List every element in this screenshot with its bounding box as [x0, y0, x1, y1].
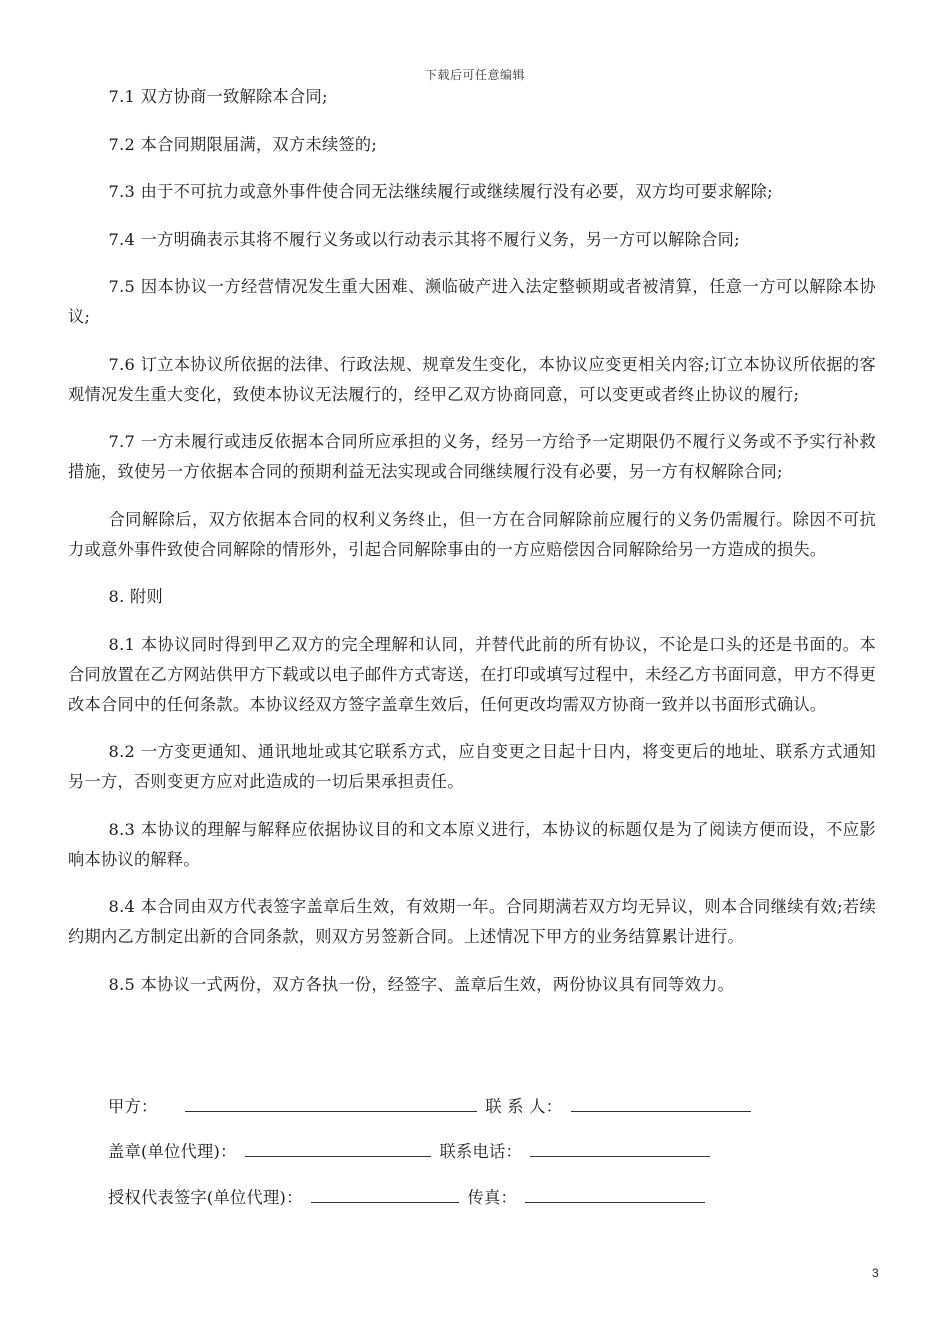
- signature-row-seal: [108, 1137, 713, 1167]
- fax-blank[interactable]: [525, 1184, 705, 1203]
- party-a-label: 甲方：: [108, 1097, 158, 1116]
- clause-7-1: 7.1 双方协商一致解除本合同;: [108, 87, 328, 106]
- phone-label: 联系电话：: [439, 1142, 522, 1161]
- page-number: 3: [872, 1266, 879, 1280]
- representative-label: 授权代表签字(单位代理)：: [108, 1188, 303, 1207]
- clause-8-1: 8.1 本协议同时得到甲乙双方的完全理解和认同，并替代此前的所有协议，不论是口头的还是书面的。本合同放置在乙方网站供甲方下载或以电子邮件方式寄送，在打印或填写过程中，未经乙方书面同意，甲方不得更改本合同中的任何条款。本协议经双方签字盖章生效后，任何更改均需双方协商一致并以书面形式确认。: [68, 634, 876, 714]
- phone-blank[interactable]: [530, 1138, 710, 1157]
- clause-7-3: 7.3 由于不可抗力或意外事件使合同无法继续履行或继续履行没有必要，双方均可要求解除;: [108, 182, 773, 201]
- party-a-blank[interactable]: [185, 1093, 477, 1112]
- clause-8-3: 8.3 本协议的理解与解释应依据协议目的和文本原义进行，本协议的标题仅是为了阅读方便而设，不应影响本协议的解释。: [68, 819, 876, 869]
- seal-blank[interactable]: [245, 1138, 431, 1157]
- representative-blank[interactable]: [311, 1184, 459, 1203]
- contact-person-blank[interactable]: [571, 1093, 751, 1112]
- clause-8-2: 8.2 一方变更通知、通讯地址或其它联系方式，应自变更之日起十日内，将变更后的地址、联系方式通知另一方，否则变更方应对此造成的一切后果承担责任。: [68, 742, 876, 791]
- termination-effect-paragraph: 合同解除后，双方依据本合同的权利义务终止，但一方在合同解除前应履行的义务仍需履行。除因不可抗力或意外事件致使合同解除的情形外，引起合同解除事由的一方应赔偿因合同解除给另一方造成的损失。: [68, 509, 876, 559]
- clause-7-5: 7.5 因本协议一方经营情况发生重大困难、濒临破产进入法定整顿期或者被清算，任意一方可以解除本协议;: [68, 277, 876, 326]
- clause-7-7: 7.7 一方未履行或违反依据本合同所应承担的义务，经另一方给予一定期限仍不履行义务或不予实行补救措施，致使另一方依据本合同的预期利益无法实现或合同继续履行没有必要，另一方有权解除合同;: [68, 432, 876, 481]
- signature-row-representative: [108, 1183, 708, 1213]
- clause-7-2: 7.2 本合同期限届满，双方未续签的;: [108, 134, 378, 154]
- header-note: 下载后可任意编辑: [424, 68, 525, 82]
- signature-row-party-a: [108, 1092, 754, 1122]
- document-body: [68, 82, 876, 1017]
- seal-label: 盖章(单位代理)：: [108, 1142, 237, 1161]
- clause-8-5: 8.5 本协议一式两份，双方各执一份，经签字、盖章后生效，两份协议具有同等效力。: [108, 974, 735, 994]
- clause-7-6: 7.6 订立本协议所依据的法律、行政法规、规章发生变化，本协议应变更相关内容;订立本协议所依据的客观情况发生重大变化，致使本协议无法履行的，经甲乙双方协商同意，可以变更或者终止协议的履行;: [68, 354, 876, 404]
- fax-label: 传真：: [467, 1188, 517, 1207]
- contact-person-label: 联 系 人：: [485, 1097, 563, 1116]
- clause-7-4: 7.4 一方明确表示其将不履行义务或以行动表示其将不履行义务，另一方可以解除合同;: [108, 229, 740, 249]
- section-8-heading: 8. 附则: [108, 587, 163, 606]
- clause-8-4: 8.4 本合同由双方代表签字盖章后生效，有效期一年。合同期满若双方均无异议，则本合同继续有效;若续约期内乙方制定出新的合同条款，则双方另签新合同。上述情况下甲方的业务结算累计进行。: [68, 897, 876, 946]
